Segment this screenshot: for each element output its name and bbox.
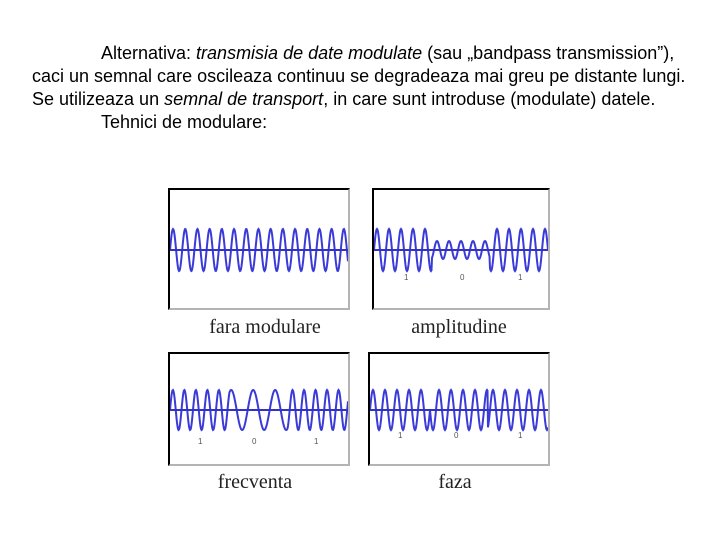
figure-amplitude — [372, 188, 550, 310]
caption-phase: faza — [438, 471, 472, 493]
emphasis-modulated-data: transmisia de date modulate — [196, 43, 423, 63]
caption-frequency: frecventa — [217, 471, 293, 493]
text-block — [32, 42, 692, 134]
intro-part-2: (sau „bandpass transmission”), caci un semnal care oscileaza continuu se degradeaza mai greu pe distante lungi. Se utilizeaza un — [32, 43, 686, 109]
figure-no-modulation — [168, 188, 350, 310]
caption-amplitude: amplitudine — [411, 316, 507, 338]
subheading: Tehnici de modulare: — [101, 112, 268, 132]
caption-no-modulation: fara modulare — [209, 316, 321, 338]
bit-label: 1 — [404, 273, 409, 282]
waveform-no-modulation — [170, 190, 348, 308]
bit-label: 1 — [398, 431, 403, 440]
waveform-amplitude — [374, 190, 548, 308]
bit-label: 1 — [198, 437, 203, 446]
bit-label: 0 — [460, 273, 465, 282]
intro-part-3: , in care sunt introduse (modulate) datele. — [323, 89, 656, 109]
intro-paragraph — [32, 42, 692, 111]
waveform-frequency — [170, 354, 348, 464]
bit-label: 1 — [314, 437, 319, 446]
bit-label: 0 — [454, 431, 459, 440]
intro-part-1: Alternativa: — [101, 43, 197, 63]
bit-label: 1 — [518, 273, 523, 282]
bit-label: 0 — [252, 437, 257, 446]
emphasis-carrier-signal: semnal de transport — [164, 89, 324, 109]
figure-frequency — [168, 352, 350, 466]
bit-label: 1 — [518, 431, 523, 440]
figure-phase — [368, 352, 550, 466]
waveform-phase — [370, 354, 548, 464]
